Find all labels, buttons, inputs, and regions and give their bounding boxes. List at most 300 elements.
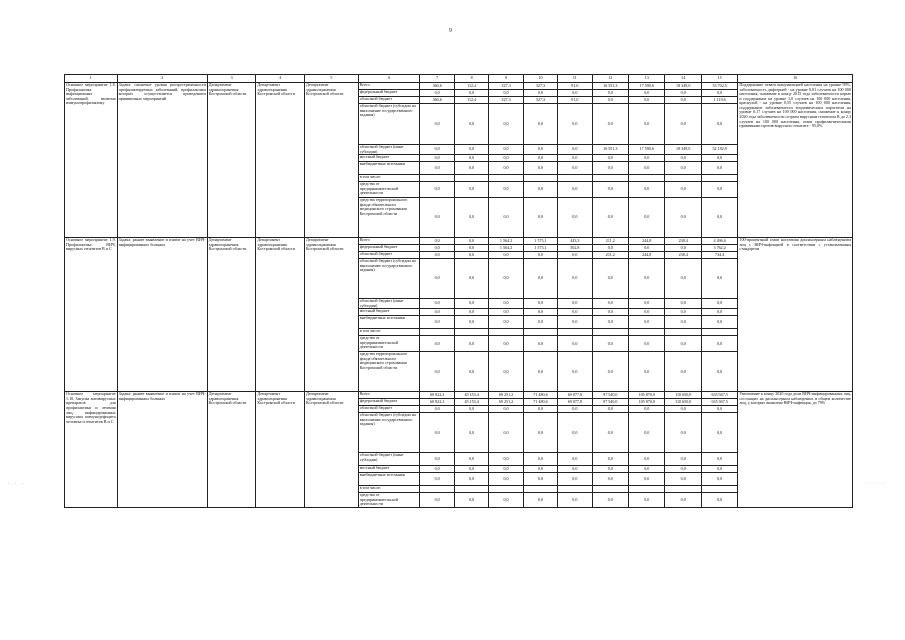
amount-cell: 0,0	[420, 473, 454, 486]
amount-cell	[489, 486, 523, 493]
amount-cell: 0,0	[454, 182, 488, 198]
amount-cell: 0,0	[489, 473, 523, 486]
amount-cell: 0,0	[701, 155, 737, 162]
amount-cell: 0,0	[558, 406, 592, 413]
amount-cell: 0,0	[558, 473, 592, 486]
amount-cell: 0,0	[420, 245, 454, 252]
amount-cell: 244,8	[629, 238, 665, 245]
amount-cell: 0,0	[420, 252, 454, 259]
financing-table	[64, 74, 853, 508]
amount-cell: 0,0	[454, 413, 488, 453]
amount-cell: 0,0	[592, 299, 628, 309]
amount-cell: 0,0	[420, 309, 454, 316]
amount-cell: 0,0	[629, 259, 665, 299]
amount-cell: 0,0	[420, 466, 454, 473]
amount-cell	[454, 329, 488, 336]
amount-cell: 0,0	[420, 155, 454, 162]
funding-source-cell: внебюджетные источники	[358, 473, 420, 486]
amount-cell	[454, 175, 488, 182]
amount-cell: 0,0	[489, 466, 523, 473]
expected-result-cell: 100-процентный охват населения диспансерным наблюдением лиц с ВИЧ-инфекцией в соответствии с установленным стандартом	[738, 238, 853, 392]
amount-cell: 0,0	[629, 493, 665, 508]
amount-cell: 0,0	[558, 252, 592, 259]
amount-cell: 0,0	[454, 90, 488, 97]
amount-cell: 0,0	[629, 245, 665, 252]
amount-cell: 0,0	[420, 336, 454, 352]
executor-cell: Департамент здравоохранения Костромской области	[207, 83, 256, 238]
amount-cell: 0,0	[592, 155, 628, 162]
amount-cell	[523, 175, 557, 182]
amount-cell: 0,0	[420, 299, 454, 309]
amount-cell: 0,0	[558, 493, 592, 508]
coexecutor-cell: Департамент здравоохранения Костромской области	[305, 238, 359, 392]
amount-cell: 0,0	[558, 259, 592, 299]
amount-cell: 0,0	[665, 466, 701, 473]
amount-cell	[420, 175, 454, 182]
amount-cell: 0,0	[592, 182, 628, 198]
amount-cell: 211,2	[592, 238, 628, 245]
amount-cell: 0,0	[454, 245, 488, 252]
amount-cell: 0,0	[665, 245, 701, 252]
funding-source-cell: внебюджетные источники	[358, 162, 420, 175]
amount-cell: 112,4	[454, 97, 488, 104]
amount-cell: 0,0	[558, 453, 592, 466]
amount-cell: 0,0	[701, 104, 737, 145]
amount-cell: 327,3	[489, 83, 523, 90]
amount-cell	[489, 175, 523, 182]
amount-cell: 0,0	[489, 162, 523, 175]
amount-cell: 0,0	[592, 309, 628, 316]
amount-cell: 69 251,2	[489, 399, 523, 406]
amount-cell: 0,0	[523, 473, 557, 486]
funding-source-cell: в том числе:	[358, 175, 420, 182]
amount-cell: 0,0	[489, 413, 523, 453]
amount-cell	[454, 486, 488, 493]
amount-cell: 0,0	[665, 198, 701, 238]
amount-cell: 0,0	[665, 406, 701, 413]
amount-cell: 0,0	[558, 182, 592, 198]
column-number: 5	[305, 75, 359, 83]
amount-cell	[558, 329, 592, 336]
coexecutor-cell: Департамент здравоохранения Костромской области	[305, 392, 359, 508]
column-number: 10	[523, 75, 557, 83]
amount-cell	[592, 329, 628, 336]
amount-cell: 0,0	[701, 299, 737, 309]
amount-cell: 0,0	[523, 406, 557, 413]
amount-cell: 0,0	[592, 466, 628, 473]
amount-cell	[523, 329, 557, 336]
amount-cell: 0,0	[558, 466, 592, 473]
amount-cell: 0,0	[629, 466, 665, 473]
amount-cell	[558, 175, 592, 182]
amount-cell: 238,4	[665, 252, 701, 259]
column-number: 14	[665, 75, 701, 83]
amount-cell: 0,0	[558, 145, 592, 155]
column-number: 13	[629, 75, 665, 83]
funding-source-cell: областной бюджет	[358, 406, 420, 413]
amount-cell: 0,0	[489, 336, 523, 352]
amount-cell: 244,8	[629, 252, 665, 259]
amount-cell: 71 480,6	[523, 399, 557, 406]
funding-source-cell: средства территориального фонда обязательного медицинского страхования Костромской области	[358, 198, 420, 238]
amount-cell: 18 349,0	[665, 145, 701, 155]
table-body	[65, 83, 853, 508]
column-number: 2	[117, 75, 207, 83]
amount-cell: 0,0	[454, 466, 488, 473]
amount-cell: 0,0	[454, 453, 488, 466]
amount-cell: 327,3	[523, 83, 557, 90]
amount-cell: 0,0	[489, 198, 523, 238]
column-number: 8	[454, 75, 488, 83]
amount-cell: 4 496,6	[701, 238, 737, 245]
amount-cell: 0,0	[629, 97, 665, 104]
funding-source-cell: в том числе:	[358, 486, 420, 493]
coexecutor-cell: Департамент здравоохранения Костромской области	[256, 238, 305, 392]
column-number: 1	[65, 75, 118, 83]
amount-cell: 1 575,1	[523, 238, 557, 245]
executor-cell: Департамент здравоохранения Костромской области	[207, 238, 256, 392]
amount-cell: 0,0	[558, 352, 592, 392]
table-row	[65, 392, 853, 399]
funding-source-cell: Всего	[358, 392, 420, 399]
funding-source-cell: областной бюджет (субсидии на выполнение государственного задания)	[358, 259, 420, 299]
funding-source-cell: федеральный бюджет	[358, 90, 420, 97]
amount-cell: 0,0	[454, 238, 488, 245]
amount-cell: 0,0	[629, 336, 665, 352]
amount-cell: 0,0	[701, 162, 737, 175]
amount-cell: 0,0	[489, 299, 523, 309]
column-number-row	[65, 75, 853, 83]
amount-cell: 0,0	[489, 145, 523, 155]
amount-cell	[420, 486, 454, 493]
funding-source-cell: областной бюджет (иные субсидии)	[358, 145, 420, 155]
amount-cell: 0,0	[454, 259, 488, 299]
funding-source-cell: Всего	[358, 83, 420, 90]
amount-cell: 0,0	[454, 406, 488, 413]
column-number: 4	[256, 75, 305, 83]
amount-cell	[629, 175, 665, 182]
funding-source-cell: внебюджетные источники	[358, 316, 420, 329]
amount-cell: 0,0	[420, 406, 454, 413]
column-number: 9	[489, 75, 523, 83]
column-number: 11	[558, 75, 592, 83]
amount-cell: 0,0	[629, 316, 665, 329]
amount-cell: 17 590,6	[629, 83, 665, 90]
amount-cell: 91,0	[558, 97, 592, 104]
amount-cell: 0,0	[592, 245, 628, 252]
amount-cell: 0,0	[592, 336, 628, 352]
amount-cell: 69 077,8	[558, 399, 592, 406]
amount-cell: 0,0	[701, 182, 737, 198]
amount-cell: 0,0	[420, 145, 454, 155]
amount-cell: 0,0	[592, 493, 628, 508]
amount-cell	[629, 329, 665, 336]
amount-cell: 0,0	[665, 316, 701, 329]
amount-cell: 0,0	[420, 162, 454, 175]
funding-source-cell: областной бюджет (субсидии на выполнение государственного задания)	[358, 413, 420, 453]
amount-cell: 0,0	[420, 352, 454, 392]
funding-source-cell: местный бюджет	[358, 466, 420, 473]
amount-cell: 327,3	[523, 97, 557, 104]
amount-cell: 0,0	[665, 473, 701, 486]
amount-cell: 0,0	[558, 316, 592, 329]
amount-cell: 0,0	[592, 90, 628, 97]
amount-cell: 0,0	[454, 473, 488, 486]
funding-source-cell: средства от предпринимательской деятельности	[358, 493, 420, 508]
funding-source-cell: областной бюджет (иные субсидии)	[358, 299, 420, 309]
amount-cell: 443,3	[558, 238, 592, 245]
amount-cell: 0,0	[558, 155, 592, 162]
funding-source-cell: областной бюджет (иные субсидии)	[358, 453, 420, 466]
table-row	[65, 83, 853, 90]
amount-cell: 45 153,4	[454, 392, 488, 399]
column-number: 15	[701, 75, 737, 83]
amount-cell: 0,0	[420, 104, 454, 145]
margin-mark-right: · · ·	[868, 482, 886, 487]
amount-cell: 0,0	[420, 493, 454, 508]
amount-cell: 112,4	[454, 83, 488, 90]
coexecutor-cell: Департамент здравоохранения Костромской области	[256, 392, 305, 508]
column-number: 3	[207, 75, 256, 83]
amount-cell: 0,0	[665, 336, 701, 352]
executor-cell: Департамент здравоохранения Костромской области	[207, 392, 256, 508]
amount-cell: 0,0	[665, 104, 701, 145]
amount-cell	[665, 175, 701, 182]
amount-cell: 0,0	[454, 198, 488, 238]
amount-cell: 0,0	[629, 90, 665, 97]
amount-cell: 0,0	[523, 316, 557, 329]
amount-cell: 110 650,0	[665, 399, 701, 406]
amount-cell: 3 762,2	[701, 245, 737, 252]
amount-cell	[665, 486, 701, 493]
amount-cell: 0,0	[665, 162, 701, 175]
amount-cell: 0,0	[701, 90, 737, 97]
amount-cell: 0,0	[489, 309, 523, 316]
amount-cell: 635 947,5	[701, 392, 737, 399]
amount-cell: 60 922,3	[420, 399, 454, 406]
amount-cell: 18 349,0	[665, 83, 701, 90]
amount-cell: 0,0	[489, 90, 523, 97]
amount-cell: 45 153,4	[454, 399, 488, 406]
amount-cell: 0,0	[665, 97, 701, 104]
amount-cell	[592, 175, 628, 182]
amount-cell: 0,0	[454, 155, 488, 162]
amount-cell: 97 540,0	[592, 392, 628, 399]
amount-cell: 60 922,3	[420, 392, 454, 399]
amount-cell	[629, 486, 665, 493]
amount-cell: 0,0	[592, 97, 628, 104]
column-number: 16	[738, 75, 853, 83]
amount-cell: 0,0	[489, 104, 523, 145]
funding-source-cell: средства от предпринимательской деятельности	[358, 182, 420, 198]
amount-cell	[420, 329, 454, 336]
amount-cell: 0,0	[523, 259, 557, 299]
amount-cell: 0,0	[523, 155, 557, 162]
amount-cell	[701, 486, 737, 493]
amount-cell: 0,0	[523, 145, 557, 155]
amount-cell: 0,0	[592, 352, 628, 392]
amount-cell: 0,0	[454, 316, 488, 329]
amount-cell: 91,0	[558, 83, 592, 90]
amount-cell: 0,0	[701, 336, 737, 352]
table-row	[65, 238, 853, 245]
amount-cell: 0,0	[454, 162, 488, 175]
funding-source-cell: местный бюджет	[358, 309, 420, 316]
amount-cell: 0,0	[629, 473, 665, 486]
amount-cell: 0,0	[489, 316, 523, 329]
funding-source-cell: федеральный бюджет	[358, 399, 420, 406]
column-number: 12	[592, 75, 628, 83]
page-number: 9	[449, 28, 452, 34]
amount-cell: 0,0	[489, 453, 523, 466]
margin-mark-left: · · ·	[8, 482, 26, 487]
amount-cell: 0,0	[629, 413, 665, 453]
amount-cell	[701, 175, 737, 182]
amount-cell: 0,0	[523, 299, 557, 309]
amount-cell: 69 251,2	[489, 392, 523, 399]
amount-cell: 0,0	[489, 155, 523, 162]
amount-cell: 0,0	[489, 406, 523, 413]
amount-cell: 0,0	[523, 162, 557, 175]
amount-cell: 0,0	[558, 413, 592, 453]
funding-source-cell: областной бюджет	[358, 252, 420, 259]
amount-cell: 0,0	[523, 493, 557, 508]
amount-cell: 0,0	[454, 309, 488, 316]
amount-cell: 0,0	[454, 252, 488, 259]
funding-source-cell: областной бюджет	[358, 97, 420, 104]
amount-cell: 1 575,1	[523, 245, 557, 252]
amount-cell: 0,0	[592, 406, 628, 413]
coexecutor-cell: Департамент здравоохранения Костромской области	[256, 83, 305, 238]
amount-cell: 0,0	[665, 352, 701, 392]
funding-source-cell: в том числе:	[358, 329, 420, 336]
amount-cell: 0,0	[420, 90, 454, 97]
funding-source-cell: Всего	[358, 238, 420, 245]
amount-cell: 0,0	[592, 473, 628, 486]
funding-source-cell: средства от предпринимательской деятельности	[358, 336, 420, 352]
amount-cell: 0,0	[701, 473, 737, 486]
amount-cell: 0,0	[420, 238, 454, 245]
amount-cell: 360,6	[420, 83, 454, 90]
amount-cell: 0,0	[454, 352, 488, 392]
amount-cell: 0,0	[523, 198, 557, 238]
amount-cell: 238,4	[665, 238, 701, 245]
amount-cell: 0,0	[629, 104, 665, 145]
amount-cell: 0,0	[523, 182, 557, 198]
amount-cell: 0,0	[701, 198, 737, 238]
funding-source-cell: федеральный бюджет	[358, 245, 420, 252]
amount-cell: 0,0	[454, 104, 488, 145]
amount-cell: 0,0	[523, 104, 557, 145]
amount-cell: 0,0	[489, 259, 523, 299]
column-number: 6	[358, 75, 420, 83]
amount-cell: 0,0	[523, 90, 557, 97]
amount-cell: 0,0	[665, 259, 701, 299]
amount-cell: 0,0	[701, 413, 737, 453]
amount-cell: 0,0	[420, 198, 454, 238]
amount-cell: 71 480,6	[523, 392, 557, 399]
amount-cell: 0,0	[558, 198, 592, 238]
amount-cell: 0,0	[420, 453, 454, 466]
amount-cell: 1 564,2	[489, 238, 523, 245]
amount-cell: 0,0	[489, 352, 523, 392]
amount-cell: 0,0	[523, 453, 557, 466]
amount-cell: 52 182,9	[701, 145, 737, 155]
amount-cell: 0,0	[665, 299, 701, 309]
amount-cell: 0,0	[523, 352, 557, 392]
amount-cell: 0,0	[701, 259, 737, 299]
amount-cell: 0,0	[701, 493, 737, 508]
amount-cell: 0,0	[665, 155, 701, 162]
amount-cell: 0,0	[665, 453, 701, 466]
amount-cell: 0,0	[629, 162, 665, 175]
amount-cell: 0,0	[665, 182, 701, 198]
amount-cell: 0,0	[629, 182, 665, 198]
amount-cell: 0,0	[592, 198, 628, 238]
amount-cell: 105 870,0	[629, 392, 665, 399]
amount-cell: 0,0	[592, 453, 628, 466]
amount-cell: 0,0	[665, 309, 701, 316]
amount-cell: 211,2	[592, 252, 628, 259]
amount-cell: 69 077,8	[558, 392, 592, 399]
amount-cell: 0,0	[420, 259, 454, 299]
amount-cell: 0,0	[629, 352, 665, 392]
column-number: 7	[420, 75, 454, 83]
amount-cell: 0,0	[523, 336, 557, 352]
amount-cell: 0,0	[665, 413, 701, 453]
amount-cell: 0,0	[523, 309, 557, 316]
amount-cell: 105 870,0	[629, 399, 665, 406]
amount-cell: 0,0	[701, 316, 737, 329]
amount-cell: 0,0	[489, 252, 523, 259]
funding-source-cell: местный бюджет	[358, 155, 420, 162]
expected-result-cell: Поддержание охвата иммунизацией населения на уровне 95%, заболеваемость дифтерией - на уровне 0,01 случаев на 100 000 населения, снижение к концу 2015 года заболеваемости корью и поддержание на уровне 1,0 случаев на 100 000 населения, краснухой - на уровне 0,55 случаев на 100 000 населения, поддержание заболеваемости эпидемическим паротитом на уровне 0,17 случаев на 100 000 населения, снижение к концу 2020 года заболеваемости острым вирусным гепатитом В до 2,3 случаев на 100 000 населения, охват профилактическими прививками против вирусного гепатита - 95,0%	[738, 83, 853, 238]
amount-cell: 0,0	[523, 413, 557, 453]
amount-cell: 17 590,6	[629, 145, 665, 155]
amount-cell: 0,0	[454, 493, 488, 508]
amount-cell: 734,4	[701, 252, 737, 259]
amount-cell: 0,0	[592, 413, 628, 453]
amount-cell: 0,0	[629, 406, 665, 413]
task-cell: Задача: снижение уровня распространенности профилактируемых заболеваний, профилактика которых осуществляется проведением прививочных мероприятий	[117, 83, 207, 238]
amount-cell: 16 551,3	[592, 83, 628, 90]
amount-cell: 0,0	[592, 162, 628, 175]
amount-cell: 0,0	[592, 104, 628, 145]
amount-cell: 1 564,2	[489, 245, 523, 252]
amount-cell: 0,0	[558, 162, 592, 175]
amount-cell: 327,3	[489, 97, 523, 104]
amount-cell: 0,0	[420, 413, 454, 453]
financing-table-sheet	[64, 74, 853, 630]
amount-cell: 635 947,5	[701, 399, 737, 406]
amount-cell: 110 650,0	[665, 392, 701, 399]
amount-cell: 0,0	[701, 352, 737, 392]
amount-cell	[701, 329, 737, 336]
amount-cell: 97 540,0	[592, 399, 628, 406]
amount-cell: 16 551,3	[592, 145, 628, 155]
amount-cell: 0,0	[489, 182, 523, 198]
event-cell: Основное мероприятие 1.9. Профилактика ВИЧ, вирусных гепатитов В и С	[65, 238, 118, 392]
amount-cell: 0,0	[558, 90, 592, 97]
amount-cell: 0,0	[701, 453, 737, 466]
amount-cell: 0,0	[629, 453, 665, 466]
amount-cell: 502,8	[558, 245, 592, 252]
amount-cell: 1 119,6	[701, 97, 737, 104]
amount-cell: 0,0	[629, 309, 665, 316]
amount-cell: 0,0	[665, 493, 701, 508]
amount-cell: 0,0	[665, 90, 701, 97]
amount-cell: 0,0	[629, 299, 665, 309]
